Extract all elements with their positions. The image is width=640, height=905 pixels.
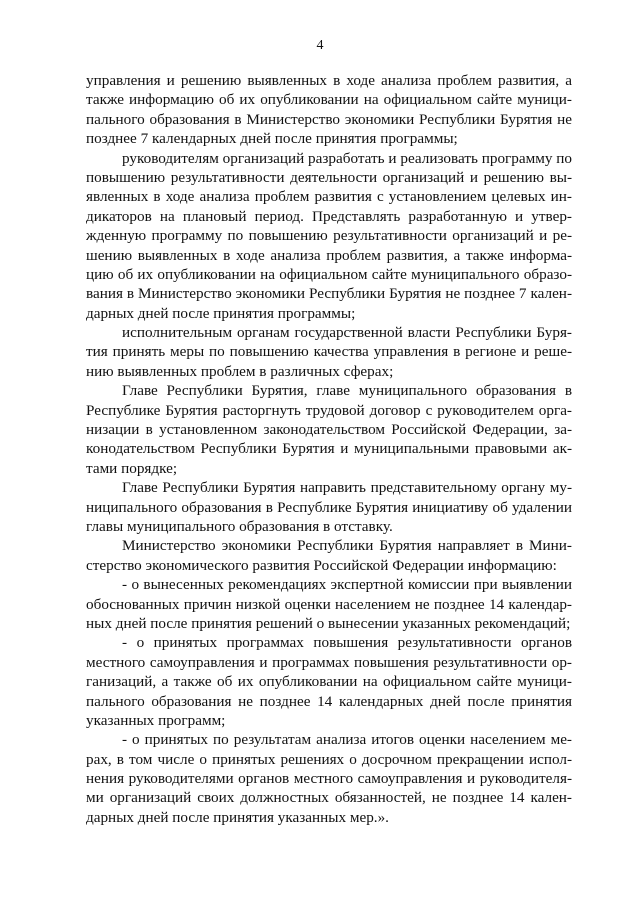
text-line: Главе Республики Бурятия, главе муниципального образования в <box>122 382 572 400</box>
text-line: дарных дней после принятия программы; <box>86 304 356 322</box>
text-line: стерство экономического развития Российской Федерации информацию: <box>86 556 557 574</box>
text-line: повышению результативности деятельности организаций и решению вы- <box>86 168 572 186</box>
text-line: конодательством Республики Бурятия и муниципальными правовыми ак- <box>86 440 572 458</box>
text-line: дикаторов на плановый период. Представлять разработанную и утвер- <box>86 207 572 225</box>
text-line: шению выявленных в ходе анализа проблем развития, а также информа- <box>86 246 572 264</box>
text-line: - о принятых программах повышения результативности органов <box>122 634 572 652</box>
document-body <box>86 71 572 827</box>
text-line: также информацию об их опубликовании на официальном сайте муници- <box>86 91 572 109</box>
text-line: главы муниципального образования в отставку. <box>86 517 393 535</box>
text-line: Министерство экономики Республики Бурятия направляет в Мини- <box>122 537 572 555</box>
text-line: явленных в ходе анализа проблем развития с установлением целевых ин- <box>86 188 572 206</box>
text-line: исполнительным органам государственной власти Республики Буря- <box>122 324 572 342</box>
text-line: обоснованных причин низкой оценки населением не позднее 14 календар- <box>86 595 572 613</box>
text-line: Главе Республики Бурятия направить представительному органу му- <box>122 479 572 497</box>
text-line: пального образования не позднее 14 календарных дней после принятия <box>86 692 572 710</box>
text-line: пального образования в Министерство экономики Республики Бурятия не <box>86 110 572 128</box>
text-line: ниципального образования в Республике Бурятия инициативу об удалении <box>86 498 572 516</box>
text-line: вания в Министерство экономики Республики Бурятия не позднее 7 кален- <box>86 285 572 303</box>
text-line: указанных программ; <box>86 711 226 729</box>
text-line: цию об их опубликовании на официальном сайте муниципального образо- <box>86 265 572 283</box>
text-line: руководителям организаций разработать и реализовать программу по <box>122 149 572 167</box>
text-line: - о вынесенных рекомендациях экспертной комиссии при выявлении <box>122 576 572 594</box>
text-line: жденную программу по повышению результативности организаций и ре- <box>86 227 572 245</box>
text-line: Республике Бурятия расторгнуть трудовой договор с руководителем орга- <box>86 401 572 419</box>
text-line: рах, в том числе о принятых решениях о досрочном прекращении испол- <box>86 750 572 768</box>
page-number: 4 <box>316 38 324 53</box>
text-line: ганизаций, а также об их опубликовании на официальном сайте муници- <box>86 673 572 691</box>
text-line: дарных дней после принятия указанных мер.». <box>86 808 389 826</box>
text-line: - о принятых по результатам анализа итогов оценки населением ме- <box>122 731 572 749</box>
text-line: ных дней после принятия решений о вынесении указанных рекомендаций; <box>86 614 571 632</box>
text-line: позднее 7 календарных дней после принятия программы; <box>86 130 458 148</box>
text-line: тия принять меры по повышению качества управления в регионе и реше- <box>86 343 572 361</box>
text-line: низации в установленном законодательством Российской Федерации, за- <box>86 421 572 439</box>
text-line: управления и решению выявленных в ходе анализа проблем развития, а <box>86 72 572 89</box>
text-line: ми организаций своих должностных обязанностей, не позднее 14 кален- <box>86 789 572 807</box>
text-line: нения руководителями органов местного самоуправления и руководителя- <box>86 770 572 788</box>
text-line: тами порядке; <box>86 459 178 477</box>
text-line: местного самоуправления и программах повышения результативности ор- <box>86 653 572 671</box>
text-line: нию выявленных проблем в различных сферах; <box>86 362 394 380</box>
